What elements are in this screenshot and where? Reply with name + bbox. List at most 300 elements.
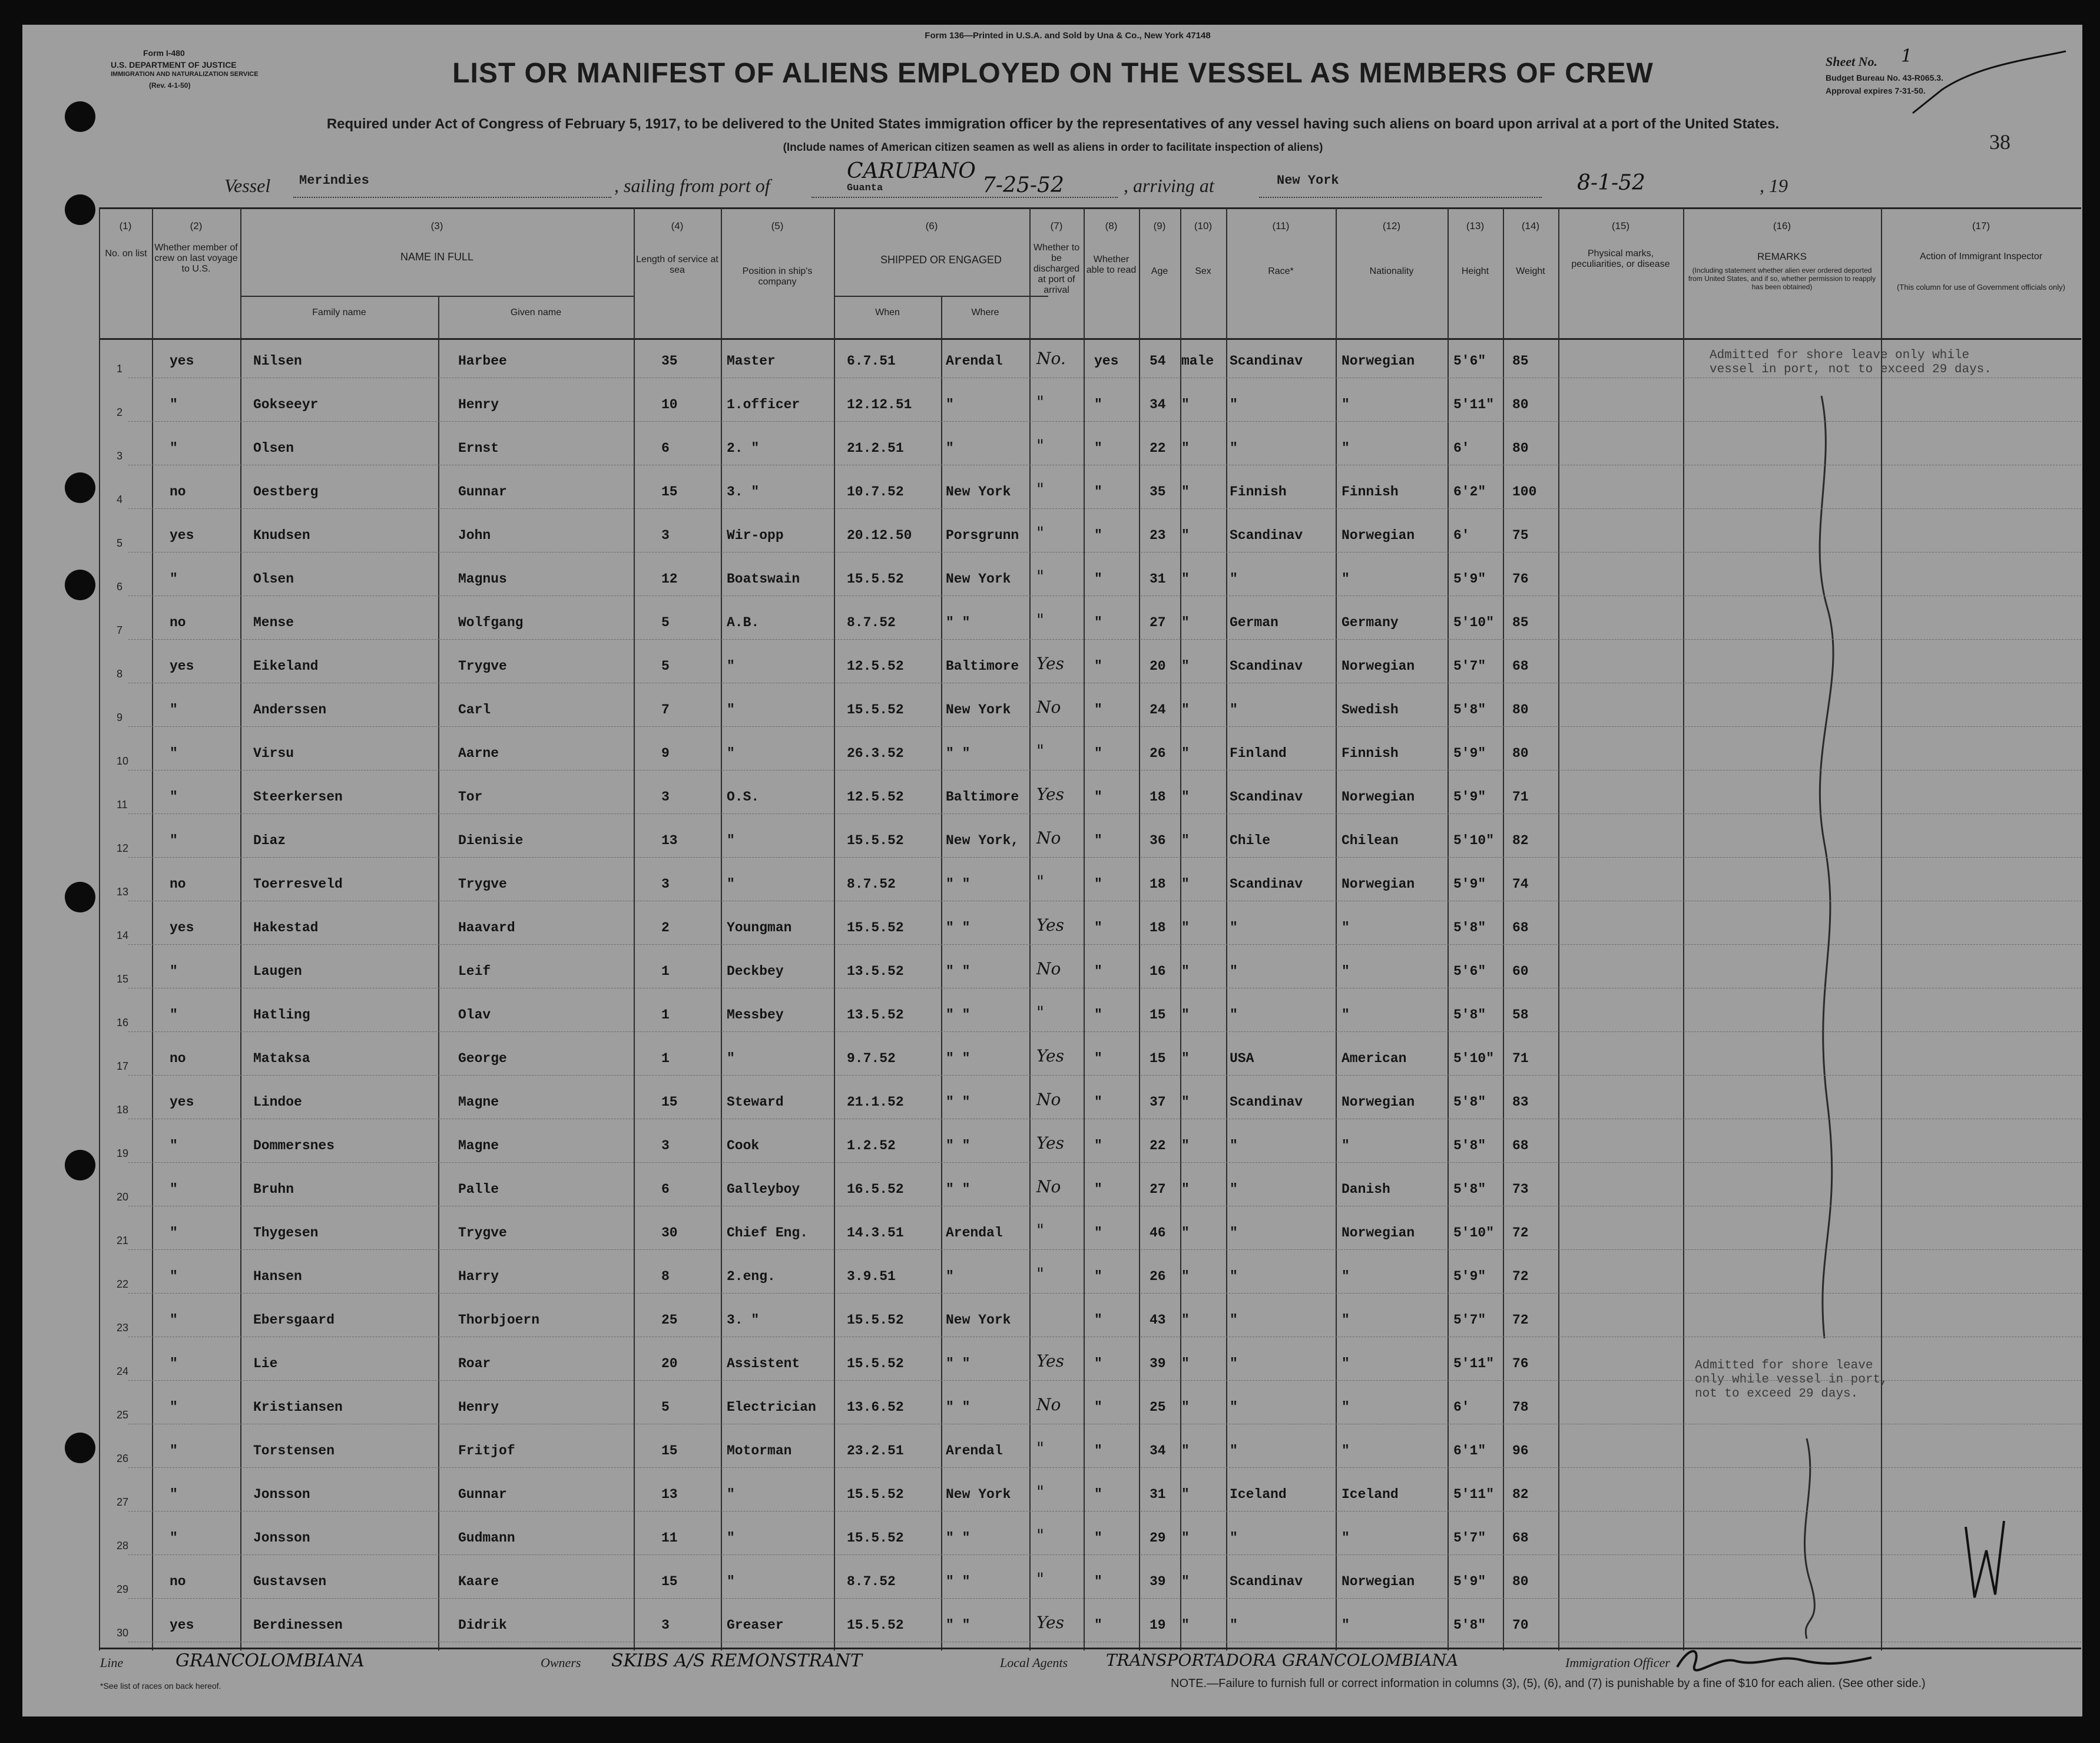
age-cell: 15 (1150, 1007, 1166, 1023)
shipped-when-cell: 12.5.52 (847, 789, 904, 805)
crew-table (99, 207, 2081, 1651)
family-name-cell: Hatling (253, 1007, 310, 1023)
line-number: 3 (117, 450, 123, 462)
position-cell: 3. " (727, 1312, 760, 1328)
prev-voyage-cell: " (170, 789, 178, 805)
table-header-rule (99, 338, 2081, 340)
service-years-cell: 5 (661, 1400, 670, 1415)
age-cell: 20 (1150, 659, 1166, 674)
prev-voyage-cell: " (170, 571, 178, 587)
shipped-where-cell: " " (946, 1400, 970, 1415)
weight-cell: 82 (1512, 833, 1529, 848)
able-to-read-cell: " (1094, 702, 1102, 717)
age-cell: 18 (1150, 920, 1166, 935)
line-number: 16 (117, 1017, 129, 1028)
col-number: (16) (1773, 220, 1791, 231)
given-name-cell: Trygve (458, 1225, 507, 1241)
service-years-cell: 3 (661, 1618, 670, 1633)
line-number: 8 (117, 668, 123, 680)
discharged-cell: No (1036, 697, 1061, 717)
age-cell: 27 (1150, 615, 1166, 630)
nationality-cell: " (1342, 1443, 1350, 1458)
given-name-cell: George (458, 1051, 507, 1066)
prev-voyage-cell: yes (170, 1618, 194, 1633)
height-cell: 5'9" (1453, 789, 1486, 805)
line-number: 10 (117, 755, 129, 767)
line-number: 15 (117, 973, 129, 985)
discharged-cell: Yes (1036, 654, 1064, 673)
race-cell: " (1230, 1443, 1238, 1458)
shipped-when-cell: 3.9.51 (847, 1269, 896, 1284)
family-name-cell: Lindoe (253, 1094, 302, 1110)
sex-cell: " (1181, 1007, 1190, 1023)
weight-cell: 58 (1512, 1007, 1529, 1023)
arrival-date: 8-1-52 (1577, 171, 1645, 195)
service-years-cell: 13 (661, 1487, 678, 1502)
shipped-when-cell: 16.5.52 (847, 1182, 904, 1197)
punch-hole (65, 1433, 95, 1463)
shipped-where-cell: " " (946, 1007, 970, 1023)
age-cell: 22 (1150, 1138, 1166, 1153)
position-cell: A.B. (727, 615, 760, 630)
table-row (99, 474, 2081, 509)
col-number: (12) (1382, 220, 1401, 231)
sex-cell: " (1181, 1312, 1190, 1328)
sex-cell: " (1181, 702, 1190, 717)
shipped-where-cell: " " (946, 964, 970, 979)
given-name-cell: Palle (458, 1182, 499, 1197)
height-cell: 5'10" (1453, 1225, 1495, 1241)
col-number: (6) (925, 220, 938, 231)
prev-voyage-cell: " (170, 746, 178, 761)
age-cell: 31 (1150, 571, 1166, 587)
service-years-cell: 9 (661, 746, 670, 761)
shipped-when-cell: 1.2.52 (847, 1138, 896, 1153)
table-row (99, 561, 2081, 596)
discharged-cell: " (1036, 1526, 1044, 1545)
prev-voyage-cell: yes (170, 528, 194, 543)
age-cell: 46 (1150, 1225, 1166, 1241)
family-name-cell: Laugen (253, 964, 302, 979)
sex-cell: " (1181, 1225, 1190, 1241)
vessel-underline (293, 197, 611, 198)
col-number: (1) (119, 220, 132, 231)
height-cell: 5'7" (1453, 659, 1486, 674)
sex-cell: " (1181, 1618, 1190, 1633)
sex-cell: male (1181, 353, 1214, 369)
family-name-cell: Mataksa (253, 1051, 310, 1066)
revision: (Rev. 4-1-50) (149, 81, 191, 90)
race-cell: USA (1230, 1051, 1254, 1066)
prev-voyage-cell: " (170, 1182, 178, 1197)
race-cell: German (1230, 615, 1278, 630)
officer-label: Immigration Officer (1565, 1655, 1670, 1670)
shipped-where-cell: " " (946, 1182, 970, 1197)
shipped-where-cell: " " (946, 1530, 970, 1546)
position-cell: Galleyboy (727, 1182, 800, 1197)
service-years-cell: 7 (661, 702, 670, 717)
row-rule (128, 1511, 2081, 1512)
given-name-cell: Trygve (458, 877, 507, 892)
prev-voyage-cell: " (170, 1007, 178, 1023)
position-cell: " (727, 1051, 735, 1066)
shipped-where-cell: New York (946, 702, 1011, 717)
col-number: (17) (1972, 220, 1990, 231)
race-cell: Scandinav (1230, 1094, 1303, 1110)
able-to-read-cell: " (1094, 746, 1102, 761)
family-name-cell: Virsu (253, 746, 294, 761)
prev-voyage-cell: " (170, 1356, 178, 1371)
service-years-cell: 15 (661, 1574, 678, 1589)
position-cell: " (727, 1530, 735, 1546)
line-number: 22 (117, 1278, 129, 1290)
shipped-where-cell: " (946, 397, 954, 412)
shipped-when-cell: 15.5.52 (847, 1530, 904, 1546)
line-number: 19 (117, 1147, 129, 1159)
position-cell: " (727, 1487, 735, 1502)
height-cell: 5'11" (1453, 397, 1495, 412)
nationality-cell: Norwegian (1342, 1094, 1415, 1110)
position-cell: Deckbey (727, 964, 784, 979)
shipped-where-cell: " " (946, 1356, 970, 1371)
line-number: 1 (117, 363, 123, 375)
weight-cell: 85 (1512, 353, 1529, 369)
col-number: (7) (1050, 220, 1063, 231)
nationality-cell: Norwegian (1342, 789, 1415, 805)
given-name-cell: Aarne (458, 746, 499, 761)
shipped-when-cell: 9.7.52 (847, 1051, 896, 1066)
table-row (99, 648, 2081, 683)
table-row (99, 779, 2081, 814)
shipped-where-cell: New York (946, 1312, 1011, 1328)
punch-hole (65, 472, 95, 503)
service-years-cell: 1 (661, 964, 670, 979)
height-cell: 5'10" (1453, 615, 1495, 630)
race-cell: " (1230, 964, 1238, 979)
table-row (99, 909, 2081, 945)
able-to-read-cell: " (1094, 1530, 1102, 1546)
shipped-when-cell: 21.1.52 (847, 1094, 904, 1110)
prev-voyage-cell: no (170, 484, 186, 500)
agents-value: TRANSPORTADORA GRANCOLOMBIANA (1106, 1651, 1459, 1670)
shipped-when-cell: 14.3.51 (847, 1225, 904, 1241)
able-to-read-cell: " (1094, 920, 1102, 935)
shipped-when-cell: 8.7.52 (847, 877, 896, 892)
line-label: Line (100, 1655, 124, 1670)
prev-voyage-cell: " (170, 702, 178, 717)
age-cell: 35 (1150, 484, 1166, 500)
weight-cell: 73 (1512, 1182, 1529, 1197)
given-name-cell: Didrik (458, 1618, 507, 1633)
col-number: (11) (1272, 220, 1290, 231)
col-number: (2) (190, 220, 203, 231)
nationality-cell: " (1342, 441, 1350, 456)
position-cell: Steward (727, 1094, 784, 1110)
service-years-cell: 12 (661, 571, 678, 587)
row-rule (128, 1598, 2081, 1599)
sex-cell: " (1181, 1051, 1190, 1066)
service-years-cell: 15 (661, 1094, 678, 1110)
age-cell: 27 (1150, 1182, 1166, 1197)
family-name-cell: Nilsen (253, 353, 302, 369)
shipped-where-cell: " " (946, 920, 970, 935)
shipped-when-cell: 15.5.52 (847, 920, 904, 935)
form-print-line: Form 136—Printed in U.S.A. and Sold by Una & Co., New York 47148 (925, 31, 1211, 41)
able-to-read-cell: " (1094, 484, 1102, 500)
race-cell: " (1230, 1138, 1238, 1153)
discharged-cell: Yes (1036, 915, 1064, 935)
row-rule (128, 552, 2081, 553)
service-years-cell: 3 (661, 1138, 670, 1153)
race-cell: Scandinav (1230, 353, 1303, 369)
nationality-cell: Iceland (1342, 1487, 1399, 1502)
height-cell: 5'9" (1453, 746, 1486, 761)
able-to-read-cell: " (1094, 659, 1102, 674)
race-cell: Scandinav (1230, 528, 1303, 543)
position-cell: " (727, 1574, 735, 1589)
row-rule (128, 1031, 2081, 1032)
able-to-read-cell: " (1094, 833, 1102, 848)
able-to-read-cell: " (1094, 877, 1102, 892)
race-cell: Chile (1230, 833, 1271, 848)
family-name-cell: Bruhn (253, 1182, 294, 1197)
service-years-cell: 20 (661, 1356, 678, 1371)
sex-cell: " (1181, 1094, 1190, 1110)
owners-value: SKIBS A/S REMONSTRANT (611, 1651, 862, 1671)
line-number: 17 (117, 1060, 129, 1072)
given-name-cell: Carl (458, 702, 491, 717)
shipped-where-cell: " " (946, 1574, 970, 1589)
race-cell: " (1230, 571, 1238, 587)
able-to-read-cell: " (1094, 1487, 1102, 1502)
discharged-cell: No (1036, 959, 1061, 978)
shipped-where-cell: New York (946, 571, 1011, 587)
weight-cell: 80 (1512, 746, 1529, 761)
position-cell: Youngman (727, 920, 792, 935)
age-cell: 31 (1150, 1487, 1166, 1502)
discharged-cell: " (1036, 479, 1044, 499)
nationality-cell: Finnish (1342, 484, 1399, 500)
given-name-cell: Gudmann (458, 1530, 515, 1546)
race-cell: " (1230, 920, 1238, 935)
discharged-cell: Yes (1036, 1133, 1064, 1153)
race-cell: " (1230, 1269, 1238, 1284)
race-cell: Scandinav (1230, 659, 1303, 674)
table-row (99, 1476, 2081, 1512)
nationality-cell: " (1342, 964, 1350, 979)
position-cell: 2. " (727, 441, 760, 456)
able-to-read-cell: " (1094, 1051, 1102, 1066)
line-number: 2 (117, 406, 123, 418)
discharged-cell: " (1036, 1003, 1044, 1022)
family-name-cell: Kristiansen (253, 1400, 343, 1415)
punch-hole (65, 194, 95, 225)
budget-bureau: Budget Bureau No. 43-R065.3. (1826, 73, 1943, 82)
shipped-where-cell: Baltimore (946, 789, 1019, 805)
shipped-when-cell: 15.5.52 (847, 1356, 904, 1371)
age-cell: 26 (1150, 1269, 1166, 1284)
line-number: 29 (117, 1583, 129, 1595)
position-cell: Motorman (727, 1443, 792, 1458)
weight-cell: 83 (1512, 1094, 1529, 1110)
able-to-read-cell: " (1094, 964, 1102, 979)
table-row (99, 1433, 2081, 1468)
position-cell: Master (727, 353, 776, 369)
discharged-cell: No (1036, 828, 1061, 848)
port-handwritten: CARUPANO (847, 159, 976, 183)
position-cell: Wir-opp (727, 528, 784, 543)
height-cell: 5'9" (1453, 571, 1486, 587)
shipped-where-cell: Arendal (946, 1443, 1003, 1458)
weight-cell: 80 (1512, 702, 1529, 717)
prev-voyage-cell: " (170, 1443, 178, 1458)
shipped-when-cell: 10.7.52 (847, 484, 904, 500)
weight-cell: 60 (1512, 964, 1529, 979)
given-name-cell: Magne (458, 1138, 499, 1153)
height-cell: 5'8" (1453, 1182, 1486, 1197)
row-rule (128, 421, 2081, 422)
height-cell: 5'8" (1453, 1007, 1486, 1023)
nationality-cell: " (1342, 1007, 1350, 1023)
shipped-when-cell: 15.5.52 (847, 1618, 904, 1633)
family-name-cell: Knudsen (253, 528, 310, 543)
shipped-where-cell: Baltimore (946, 659, 1019, 674)
prev-voyage-cell: " (170, 1225, 178, 1241)
corner-check-mark (1907, 48, 2072, 119)
row-rule (128, 726, 2081, 727)
age-cell: 26 (1150, 746, 1166, 761)
prev-voyage-cell: " (170, 833, 178, 848)
race-cell: Scandinav (1230, 789, 1303, 805)
given-name-cell: Gunnar (458, 484, 507, 500)
shipped-when-cell: 8.7.52 (847, 615, 896, 630)
weight-cell: 80 (1512, 1574, 1529, 1589)
row-rule (128, 1162, 2081, 1163)
age-cell: 25 (1150, 1400, 1166, 1415)
line-number: 25 (117, 1409, 129, 1421)
sex-cell: " (1181, 1574, 1190, 1589)
shipped-when-cell: 12.5.52 (847, 659, 904, 674)
sex-cell: " (1181, 571, 1190, 587)
height-cell: 5'9" (1453, 1269, 1486, 1284)
row-rule (128, 857, 2081, 858)
able-to-read-cell: " (1094, 1138, 1102, 1153)
col-number: (10) (1194, 220, 1213, 231)
line-number: 26 (117, 1453, 129, 1464)
given-name-cell: Henry (458, 397, 499, 412)
table-row (99, 997, 2081, 1032)
weight-cell: 80 (1512, 397, 1529, 412)
shipped-where-cell: " " (946, 746, 970, 761)
family-name-cell: Eikeland (253, 659, 319, 674)
row-rule (128, 1467, 2081, 1468)
given-name-cell: Haavard (458, 920, 515, 935)
weight-cell: 96 (1512, 1443, 1529, 1458)
prev-voyage-cell: no (170, 877, 186, 892)
sheet-number: 1 (1901, 46, 1913, 67)
nationality-cell: " (1342, 920, 1350, 935)
service-years-cell: 25 (661, 1312, 678, 1328)
weight-cell: 68 (1512, 1138, 1529, 1153)
col-head-nationality: Nationality (1369, 266, 1414, 276)
given-name-cell: Trygve (458, 659, 507, 674)
family-name-cell: Oestberg (253, 484, 319, 500)
position-cell: " (727, 659, 735, 674)
weight-cell: 76 (1512, 1356, 1529, 1371)
row-rule (128, 508, 2081, 509)
col-number: (15) (1611, 220, 1630, 231)
table-row (99, 1215, 2081, 1250)
discharged-cell: " (1036, 1221, 1044, 1240)
age-cell: 18 (1150, 789, 1166, 805)
page-subnote: (Include names of American citizen seamen as well as aliens in order to facilitate inspection of aliens) (783, 141, 1323, 154)
family-name-cell: Ebersgaard (253, 1312, 335, 1328)
table-row (99, 735, 2081, 770)
discharged-cell: " (1036, 436, 1044, 455)
family-name-cell: Hansen (253, 1269, 302, 1284)
age-cell: 43 (1150, 1312, 1166, 1328)
arriving-underline (1259, 197, 1542, 198)
col-head-race: Race* (1268, 266, 1294, 276)
family-name-cell: Gokseeyr (253, 397, 319, 412)
height-cell: 5'8" (1453, 1094, 1486, 1110)
prev-voyage-cell: " (170, 397, 178, 412)
table-row (99, 386, 2081, 422)
shipped-when-cell: 15.5.52 (847, 1487, 904, 1502)
family-name-cell: Steerkersen (253, 789, 343, 805)
discharged-cell: " (1036, 872, 1044, 891)
discharged-cell: " (1036, 610, 1044, 630)
weight-cell: 75 (1512, 528, 1529, 543)
department: U.S. DEPARTMENT OF JUSTICE (111, 60, 237, 70)
nationality-cell: " (1342, 571, 1350, 587)
sheet-label: Sheet No. (1826, 54, 1877, 69)
prev-voyage-cell: " (170, 964, 178, 979)
col-number: (5) (771, 220, 784, 231)
age-cell: 23 (1150, 528, 1166, 543)
height-cell: 5'8" (1453, 702, 1486, 717)
able-to-read-cell: " (1094, 1094, 1102, 1110)
remarks-stamp: Admitted for shore leave only while vessel in port, not to exceed 29 days. (1710, 349, 1992, 376)
weight-cell: 78 (1512, 1400, 1529, 1415)
discharged-cell: Yes (1036, 1046, 1064, 1066)
col-head-sex: Sex (1195, 266, 1211, 276)
given-name-cell: Kaare (458, 1574, 499, 1589)
shipped-where-cell: " " (946, 877, 970, 892)
position-cell: 1.officer (727, 397, 800, 412)
col-head-name: NAME IN FULL (400, 251, 474, 263)
line-number: 14 (117, 930, 129, 941)
race-cell: " (1230, 702, 1238, 717)
row-rule (128, 813, 2081, 814)
able-to-read-cell: " (1094, 1225, 1102, 1241)
family-name-cell: Hakestad (253, 920, 319, 935)
service-years-cell: 15 (661, 1443, 678, 1458)
race-cell: Finnish (1230, 484, 1287, 500)
discharged-cell: " (1036, 1569, 1044, 1589)
port-typed: Guanta (847, 183, 883, 194)
service-years-cell: 5 (661, 659, 670, 674)
height-cell: 5'10" (1453, 833, 1495, 848)
table-row (99, 822, 2081, 858)
punch-hole (65, 101, 95, 132)
sex-cell: " (1181, 833, 1190, 848)
race-cell: " (1230, 1618, 1238, 1633)
discharged-cell: " (1036, 1438, 1044, 1458)
age-cell: 22 (1150, 441, 1166, 456)
table-row (99, 1563, 2081, 1599)
line-number: 27 (117, 1496, 129, 1508)
